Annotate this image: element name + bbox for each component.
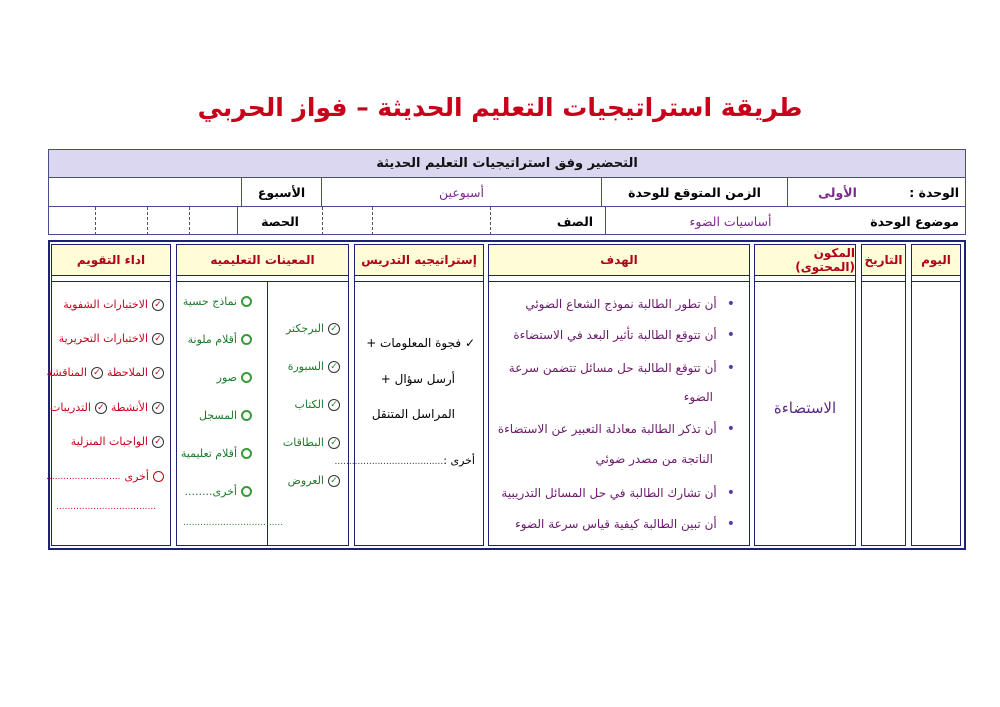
column-day-header: اليوم: [912, 245, 960, 276]
column-date: [861, 244, 906, 546]
column-content-header: المكون (المحتوى): [755, 245, 855, 276]
column-content-body: [755, 281, 855, 545]
goal-item: • أن تبين الطالبة كيفية قياس سرعة الضوء: [515, 516, 735, 532]
page-title: طريقة استراتيجيات التعليم الحديثة – فواز الحربي: [197, 93, 803, 122]
expected-time-label: الزمن المتوقع للوحدة: [601, 178, 787, 206]
period-label: الحصة: [237, 207, 322, 235]
radio-circle-icon: [241, 410, 252, 421]
aids-body: [177, 281, 348, 545]
grade-label: الصف: [556, 213, 594, 229]
assessment-other-line[interactable]: ...................................: [56, 502, 157, 512]
header-banner: التحضير وفق استراتيجيات التعليم الحديثة: [49, 150, 965, 178]
strategy-item: أرسل سؤال +: [380, 372, 455, 386]
aid-item[interactable]: ✓ البرجكتر: [286, 322, 340, 335]
column-strategy-header: إستراتيجيه التدريس: [355, 245, 483, 276]
grade-cell-1[interactable]: [490, 207, 545, 235]
strategy-item: المراسل المتنقل: [371, 407, 455, 421]
check-circle-icon: ✓: [328, 361, 340, 373]
assessment-item[interactable]: ✓ الاختبارات الشفوية: [63, 298, 164, 311]
column-content: [754, 244, 856, 546]
goal-item: • أن تتوقع الطالبة حل مسائل تتضمن سرعة: [509, 360, 735, 376]
unit-value: الأولى: [787, 178, 887, 206]
strategy-other[interactable]: أخرى :......................................: [334, 454, 475, 467]
aids-divider: [267, 282, 268, 545]
aid-option[interactable]: صور: [217, 371, 252, 384]
check-circle-icon: ✓: [152, 299, 164, 311]
column-day-body[interactable]: [912, 281, 960, 545]
goal-list: [489, 281, 749, 545]
unit-label: الوحدة :: [909, 184, 959, 200]
strategy-list: [334, 281, 483, 545]
column-date-body[interactable]: [862, 281, 905, 545]
period-cell-1[interactable]: [189, 207, 237, 235]
aid-option[interactable]: أقلام تعليمية: [181, 447, 252, 460]
column-aids-header: المعينات التعليميه: [177, 245, 348, 276]
column-aids: [176, 244, 349, 546]
aid-other-line[interactable]: ...................................: [183, 518, 284, 528]
week-label: الأسبوع: [241, 178, 321, 206]
assessment-item[interactable]: ✓ الأنشطة ✓ التدريبات: [50, 401, 164, 414]
checkmark-icon: ✓: [464, 336, 475, 350]
aid-item[interactable]: ✓ البطاقات: [283, 436, 340, 449]
radio-circle-icon: [241, 372, 252, 383]
column-date-header: التاريخ: [862, 245, 905, 276]
column-strategy: [334, 244, 484, 546]
assessment-item[interactable]: ✓ الاختبارات التحريرية: [59, 332, 164, 345]
check-circle-icon: ✓: [328, 399, 340, 411]
week-value[interactable]: [49, 178, 241, 206]
unit-topic-label: موضوع الوحدة: [870, 213, 959, 229]
check-circle-icon: ✓: [152, 436, 164, 448]
goal-item: • أن تذكر الطالبة معادلة التعبير عن الاستضاءة: [498, 421, 735, 437]
assessment-other[interactable]: أخرى ..........................: [46, 470, 164, 483]
check-circle-icon: ✓: [328, 437, 340, 449]
aid-item[interactable]: ✓ الكتاب: [294, 398, 340, 411]
period-cell-2[interactable]: [147, 207, 189, 235]
check-circle-icon: ✓: [328, 475, 340, 487]
header-row-topic: [49, 207, 965, 235]
grade-cell-3[interactable]: [322, 207, 372, 235]
period-cell-4[interactable]: [49, 207, 95, 235]
unit-topic-value: أساسيات الضوء: [605, 207, 855, 235]
goal-item-continuation: الضوء: [683, 390, 713, 404]
column-day: [911, 244, 961, 546]
radio-circle-icon: [241, 486, 252, 497]
grade-cell-2[interactable]: [372, 207, 490, 235]
aid-option[interactable]: نماذج حسية: [183, 295, 252, 308]
header-row-unit: [49, 178, 965, 207]
aid-option[interactable]: أخرى........: [184, 485, 252, 498]
column-goal: [488, 244, 750, 546]
check-circle-icon: ✓: [152, 367, 164, 379]
lesson-header: [48, 149, 966, 235]
aid-option[interactable]: المسجل: [199, 409, 252, 422]
lesson-plan-table: [48, 240, 966, 550]
radio-circle-icon: [241, 296, 252, 307]
assessment-body: [46, 281, 170, 545]
goal-item: • أن تشارك الطالبة في حل المسائل التدريبية: [501, 485, 735, 501]
expected-time-value: أسبوعين: [321, 178, 601, 206]
check-circle-icon: ✓: [152, 402, 164, 414]
radio-circle-icon: [241, 448, 252, 459]
radio-circle-icon: [241, 334, 252, 345]
goal-item-continuation: الناتجة من مصدر ضوئي: [595, 452, 713, 466]
content-value: الاستضاءة: [773, 399, 837, 417]
check-circle-icon: ✓: [95, 402, 107, 414]
column-assessment-header: اداء التقويم: [52, 245, 170, 276]
assessment-item[interactable]: ✓ الملاحظة ✓ المناقشة: [47, 366, 164, 379]
goal-item: • أن تتوقع الطالبة تأثير البعد في الاستضاءة: [513, 327, 735, 343]
column-assessment: [46, 244, 171, 546]
goal-item: • أن تطور الطالبة نموذج الشعاع الضوئي: [525, 296, 735, 312]
period-cell-3[interactable]: [95, 207, 147, 235]
column-goal-header: الهدف: [489, 245, 749, 276]
radio-circle-icon: [153, 471, 164, 482]
aid-item[interactable]: ✓ العروض: [288, 474, 340, 487]
check-circle-icon: ✓: [91, 367, 103, 379]
assessment-item[interactable]: ✓ الواجبات المنزلية: [71, 435, 164, 448]
aid-item[interactable]: ✓ السبورة: [288, 360, 340, 373]
strategy-item: ✓ فجوة المعلومات +: [366, 336, 475, 350]
aid-option[interactable]: أقلام ملونة: [188, 333, 252, 346]
check-circle-icon: ✓: [152, 333, 164, 345]
check-circle-icon: ✓: [328, 323, 340, 335]
